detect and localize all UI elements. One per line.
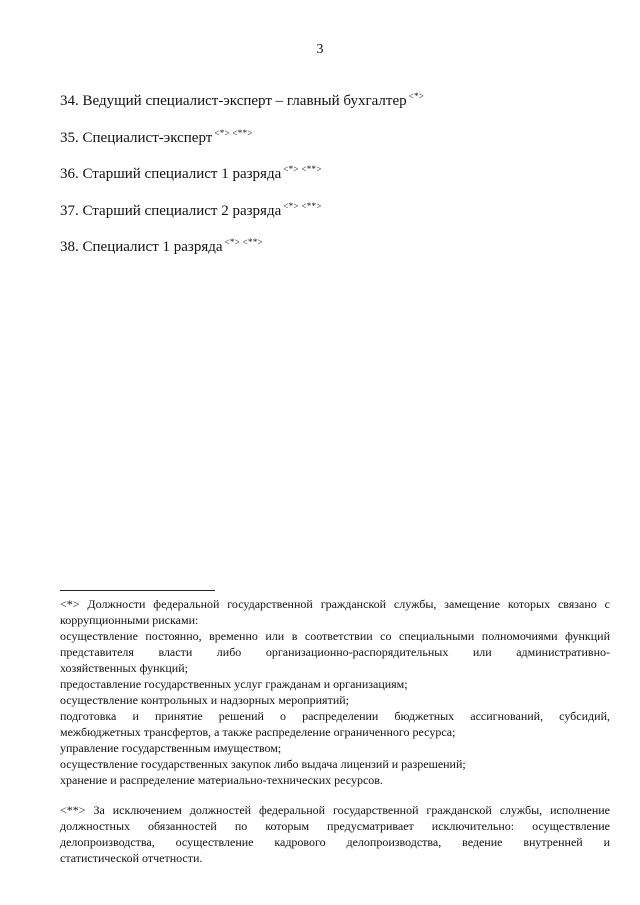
footnote-line: предоставление государственных услуг гражданам и организациям; bbox=[60, 677, 408, 691]
position-item bbox=[60, 86, 580, 109]
position-text: 38. Специалист 1 разряда bbox=[60, 239, 223, 255]
footnote-marks: <*> <**> bbox=[224, 237, 263, 247]
position-item bbox=[60, 232, 580, 255]
footnote-marks: <*> bbox=[408, 91, 425, 101]
footnote-line: статистической отчетности. bbox=[60, 851, 203, 865]
position-item bbox=[60, 159, 580, 182]
footnote-line: хранение и распределение материально-технических ресурсов. bbox=[60, 773, 383, 787]
footnote-line: осуществление государственных закупок либо выдача лицензий и разрешений; bbox=[60, 757, 466, 771]
footnote-line: делопроизводства, осуществление кадрового делопроизводства, ведение внутренней и bbox=[60, 835, 610, 849]
footnote-line: <*> Должности федеральной государственной гражданской службы, замещение которых связано с bbox=[60, 597, 610, 611]
position-item bbox=[60, 196, 580, 219]
footnote-line: осуществление постоянно, временно или в соответствии со специальными полномочиями функций bbox=[60, 629, 610, 643]
footnote-line: <**> За исключением должностей федеральной государственной гражданской службы, исполнение bbox=[60, 803, 610, 817]
footnote-gap bbox=[60, 788, 610, 802]
footnote-line: должностных обязанностей по которым предусматривает исключительно: осуществление bbox=[60, 819, 610, 833]
footnote-line: хозяйственных функций; bbox=[60, 661, 188, 675]
footnote-line: представителя власти либо организационно-распорядительных или административно- bbox=[60, 645, 610, 659]
position-item bbox=[60, 123, 580, 146]
footnotes bbox=[60, 596, 610, 866]
position-text: 36. Старший специалист 1 разряда bbox=[60, 166, 282, 182]
footnote-double-asterisk bbox=[60, 802, 610, 866]
footnote-line: подготовка и принятие решений о распределении бюджетных ассигнований, субсидий, bbox=[60, 709, 610, 723]
footnote-separator bbox=[60, 590, 215, 591]
footnote-line: межбюджетных трансфертов, а также распределение ограниченного ресурса; bbox=[60, 725, 456, 739]
footnote-marks: <*> <**> bbox=[283, 164, 322, 174]
position-text: 35. Специалист-эксперт bbox=[60, 129, 213, 146]
position-text: 37. Старший специалист 2 разряда bbox=[60, 202, 282, 219]
footnote-line: управление государственным имуществом; bbox=[60, 741, 282, 755]
footnote-line: коррупционными рисками: bbox=[60, 613, 199, 627]
page-number: 3 bbox=[316, 42, 324, 57]
footnote-line: осуществление контрольных и надзорных мероприятий; bbox=[60, 693, 349, 707]
footnote-single-asterisk bbox=[60, 596, 610, 788]
footnote-marks: <*> <**> bbox=[214, 127, 253, 138]
footnote-marks: <*> <**> bbox=[283, 200, 322, 211]
positions-list bbox=[60, 86, 580, 269]
position-text: 34. Ведущий специалист-эксперт – главный бухгалтер bbox=[60, 93, 407, 109]
